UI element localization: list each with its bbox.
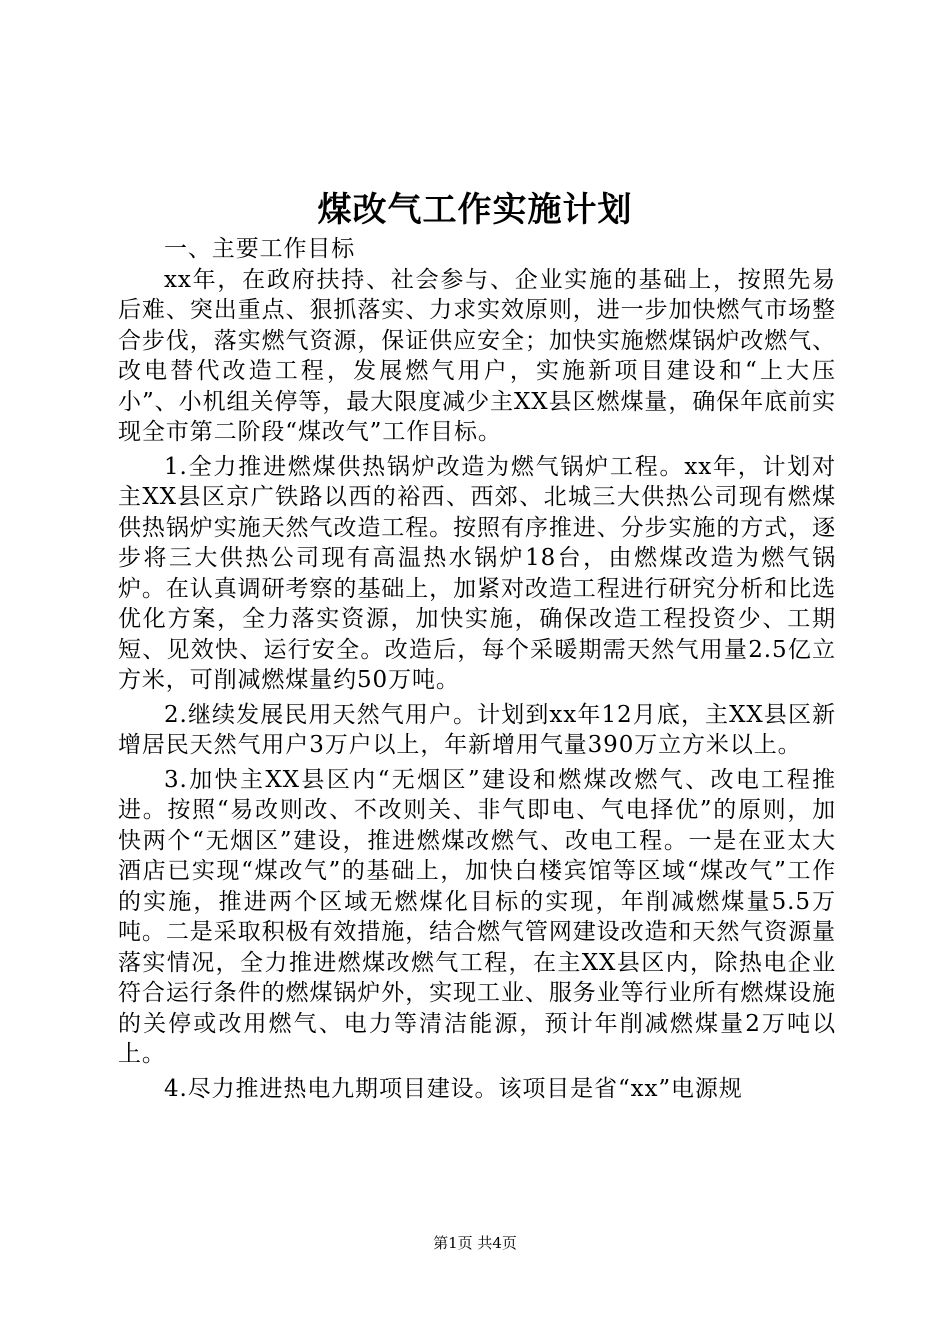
paragraph-intro: xx年，在政府扶持、社会参与、企业实施的基础上，按照先易后难、突出重点、狠抓落实、力求实效原则，进一步加快燃气市场整合步伐，落实燃气资源，保证供应安全；加快实施燃煤锅炉改燃气、改电替代改造工程，发展燃气用户，实施新项目建设和“上大压小”、小机组关停等，最大限度减少主XX县区燃煤量，确保年底前实现全市第二阶段“煤改气”工作目标。 [118, 266, 836, 445]
document-body [118, 234, 836, 1108]
paragraph-item-2: 2.继续发展民用天然气用户。计划到xx年12月底，主XX县区新增居民天然气用户3万户以上，年新增用气量390万立方米以上。 [118, 701, 836, 758]
page-title: 煤改气工作实施计划 [317, 190, 633, 230]
page-number-footer: 第1页 共4页 [433, 1234, 517, 1252]
paragraph-item-1: 1.全力推进燃煤供热锅炉改造为燃气锅炉工程。xx年，计划对主XX县区京广铁路以西的裕西、西郊、北城三大供热公司现有燃煤供热锅炉实施天然气改造工程。按照有序推进、分步实施的方式，逐步将三大供热公司现有高温热水锅炉18台，由燃煤改造为燃气锅炉。在认真调研考察的基础上，加紧对改造工程进行研究分析和比选优化方案，全力落实资源，加快实施，确保改造工程投资少、工期短、见效快、运行安全。改造后，每个采暖期需天然气用量2.5亿立方米，可削减燃煤量约50万吨。 [118, 453, 836, 693]
section-heading: 一、主要工作目标 [164, 236, 356, 262]
paragraph-item-4: 4.尽力推进热电九期项目建设。该项目是省“xx”电源规 [164, 1075, 743, 1102]
paragraph-item-3: 3.加快主XX县区内“无烟区”建设和燃煤改燃气、改电工程推进。按照“易改则改、不改则关、非气即电、气电择优”的原则，加快两个“无烟区”建设，推进燃煤改燃气、改电工程。一是在亚太大酒店已实现“煤改气”的基础上，加快白楼宾馆等区域“煤改气”工作的实施，推进两个区域无燃煤化目标的实现，年削减燃煤量5.5万吨。二是采取积极有效措施，结合燃气管网建设改造和天然气资源量落实情况，全力推进燃煤改燃气工程，在主XX县区内，除热电企业符合运行条件的燃煤锅炉外，实现工业、服务业等行业所有燃煤设施的关停或改用燃气、电力等清洁能源，预计年削减燃煤量2万吨以上。 [118, 766, 836, 1067]
